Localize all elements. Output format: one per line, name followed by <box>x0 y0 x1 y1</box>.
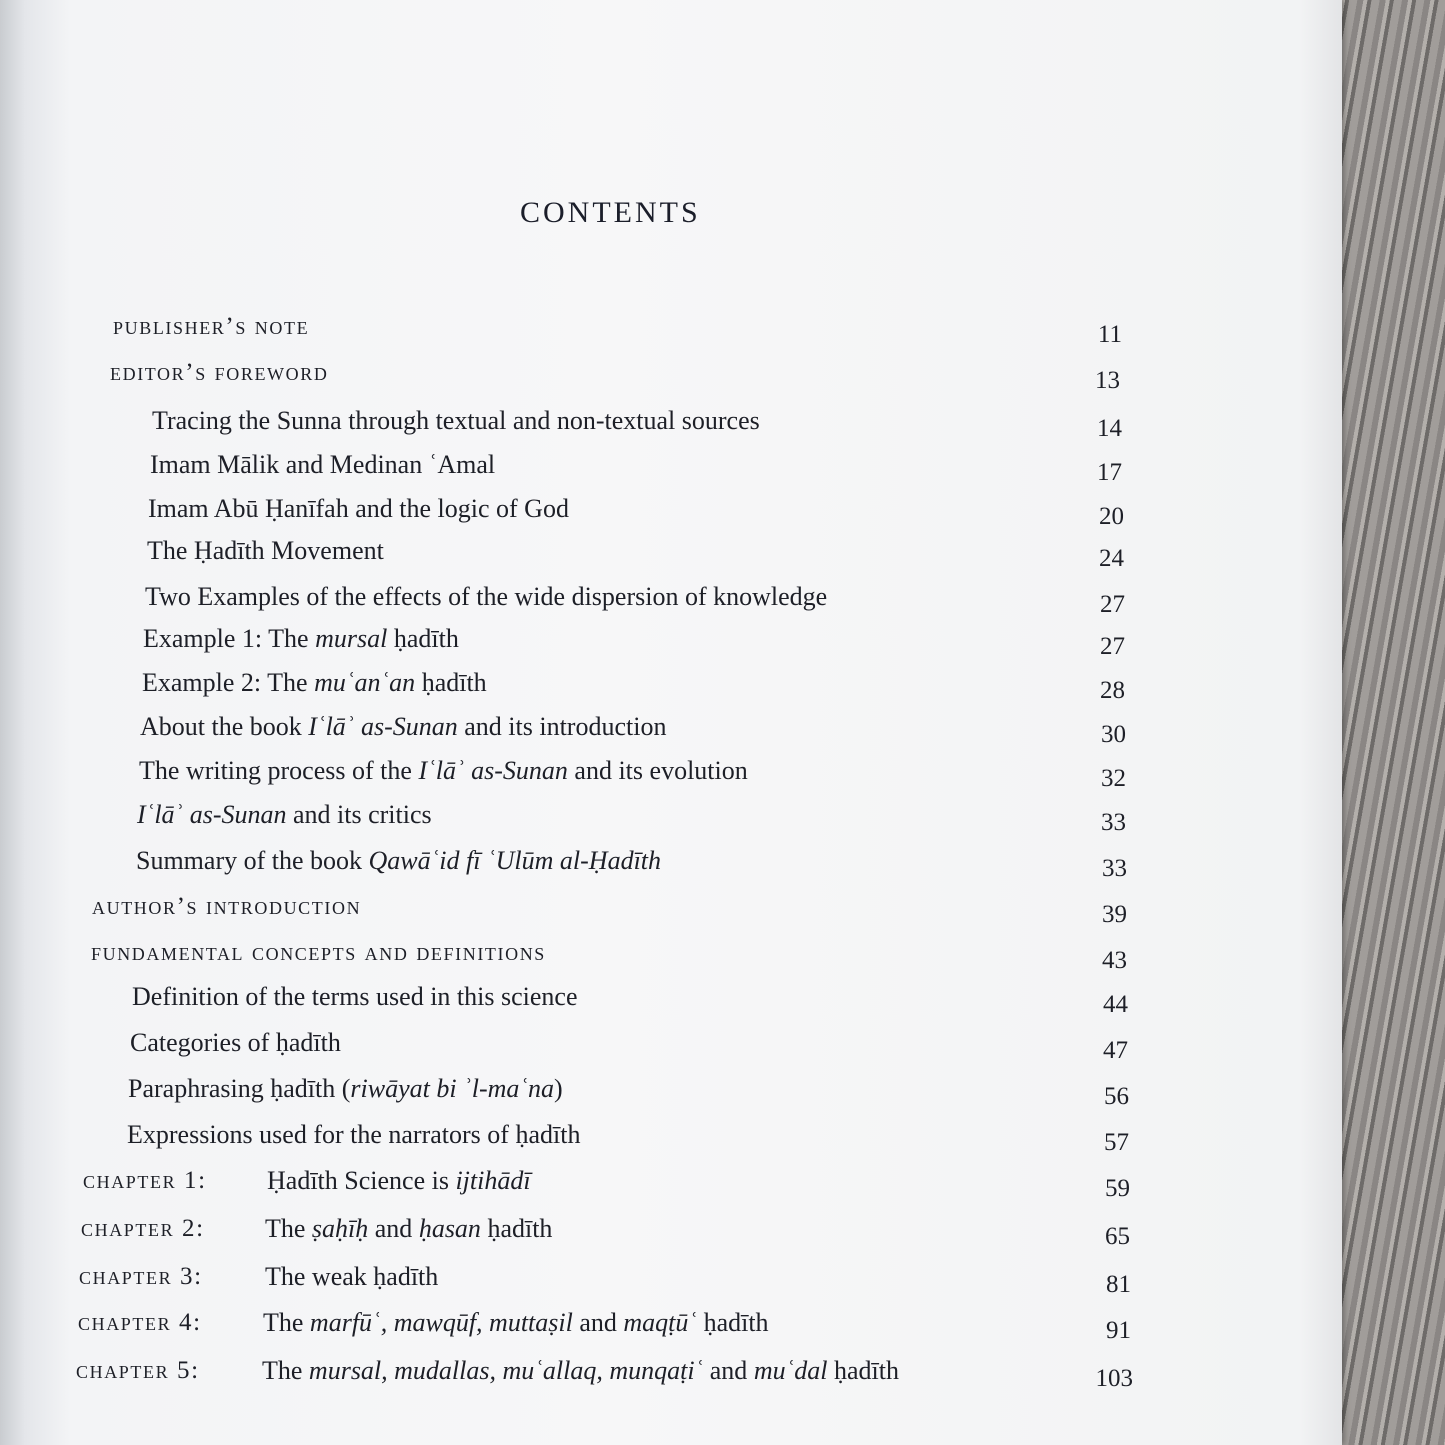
entry-text: ḥadīth <box>827 1356 899 1385</box>
toc-entry-sub <box>132 982 578 1012</box>
entry-text: Categories of ḥadīth <box>130 1028 341 1057</box>
page-number: 28 <box>1100 677 1125 704</box>
italic-term: muʿdal <box>753 1356 828 1385</box>
page-number: 56 <box>1104 1083 1129 1110</box>
entry-text: ḥadīth <box>387 624 459 653</box>
italic-term: maqṭūʿ <box>623 1308 698 1337</box>
page-number: 103 <box>1095 1365 1133 1392</box>
entry-text: publisher’s note <box>113 313 310 340</box>
entry-text: Imam Mālik and Medinan ʿAmal <box>150 450 496 479</box>
entry-text: ḥadīth <box>415 668 487 697</box>
italic-term: mursal <box>315 624 388 653</box>
chapter-label: chapter 4: <box>78 1309 202 1336</box>
chapter-label: chapter 3: <box>79 1263 203 1290</box>
wooden-table-background <box>1335 0 1445 1445</box>
page-number: 47 <box>1103 1037 1128 1064</box>
page-number: 65 <box>1105 1223 1130 1250</box>
entry-text: Definition of the terms used in this science <box>132 982 578 1011</box>
entry-text: The <box>265 1214 312 1243</box>
entry-text: editor’s foreword <box>110 359 329 386</box>
toc-entry-sub <box>148 494 569 524</box>
page-number: 43 <box>1102 947 1127 974</box>
page-number: 39 <box>1102 901 1127 928</box>
entry-text: Two Examples of the effects of the wide dispersion of knowledge <box>145 582 828 611</box>
entry-text: The <box>263 1308 310 1337</box>
page-number: 20 <box>1099 503 1124 530</box>
page-number: 59 <box>1105 1175 1130 1202</box>
entry-text: Ḥadīth Science is <box>267 1166 456 1195</box>
entry-text: Summary of the book <box>136 846 369 875</box>
toc-entry-sub <box>127 1120 580 1150</box>
chapter-title <box>265 1262 438 1292</box>
entry-text: and its introduction <box>457 712 667 741</box>
toc-entry-sub <box>139 756 748 786</box>
toc-entry-sub <box>128 1074 563 1104</box>
chapter-title <box>265 1214 552 1244</box>
entry-text: The Ḥadīth Movement <box>147 536 384 565</box>
toc-entry-sub <box>140 712 666 742</box>
contents-heading: CONTENTS <box>520 196 701 229</box>
chapter-title <box>263 1308 769 1338</box>
entry-text: ) <box>554 1074 563 1103</box>
italic-term: Iʿlāʾ as-Sunan <box>418 756 568 785</box>
page-number: 33 <box>1101 809 1126 836</box>
page-number: 57 <box>1104 1129 1129 1156</box>
toc-entry-section <box>110 358 328 388</box>
chapter-label: chapter 5: <box>76 1357 200 1384</box>
page-number: 81 <box>1106 1271 1131 1298</box>
entry-text: ḥadīth <box>480 1214 553 1243</box>
toc-entry-sub <box>130 1028 341 1058</box>
italic-term: ijtihādī <box>455 1166 531 1195</box>
chapter-title <box>262 1356 899 1386</box>
entry-text: and <box>703 1356 754 1385</box>
page-number: 11 <box>1097 321 1122 348</box>
page-number: 27 <box>1100 591 1125 618</box>
italic-term: Qawāʿid fī ʿUlūm al-Ḥadīth <box>368 846 662 875</box>
toc-entry-section <box>91 938 546 968</box>
entry-text: Imam Abū Ḥanīfah and the logic of God <box>148 494 569 523</box>
chapter-label: chapter 1: <box>83 1167 207 1194</box>
toc-entry-sub <box>143 624 459 654</box>
page-number: 30 <box>1101 721 1126 748</box>
toc-entry-sub <box>142 668 487 698</box>
italic-term: marfūʿ, mawqūf, muttaṣil <box>309 1308 573 1337</box>
page-number: 44 <box>1103 991 1128 1018</box>
entry-text: fundamental concepts and definitions <box>91 939 546 966</box>
italic-term: Iʿlāʾ as-Sunan <box>308 712 458 741</box>
toc-entry-sub <box>152 406 760 436</box>
entry-text: and <box>572 1308 624 1337</box>
entry-text: The weak ḥadīth <box>265 1262 439 1291</box>
page-number: 91 <box>1106 1317 1131 1344</box>
page-number: 17 <box>1097 459 1122 486</box>
page-number: 32 <box>1101 765 1126 792</box>
toc-entry-sub <box>147 536 384 566</box>
italic-term: riwāyat bi ʾl-maʿna <box>350 1074 555 1103</box>
toc-entry-sub <box>136 846 661 876</box>
entry-text: Tracing the Sunna through textual and non-textual sources <box>152 406 760 435</box>
italic-term: muʿanʿan <box>314 668 416 697</box>
entry-text: Expressions used for the narrators of ḥadīth <box>127 1120 581 1149</box>
toc-entry-sub <box>150 450 495 480</box>
page-number: 33 <box>1102 855 1127 882</box>
toc-entry-section <box>113 312 309 342</box>
chapter-title <box>267 1166 531 1196</box>
italic-term: mursal, mudallas, muʿallaq, munqaṭiʿ <box>308 1356 704 1385</box>
page-number: 27 <box>1100 633 1125 660</box>
italic-term: ḥasan <box>418 1214 481 1243</box>
entry-text: About the book <box>140 712 309 741</box>
entry-text: Paraphrasing ḥadīth ( <box>128 1074 351 1103</box>
italic-term: ṣaḥīḥ <box>311 1214 369 1243</box>
entry-text: author’s introduction <box>92 893 362 920</box>
toc-entry-sub <box>145 582 827 612</box>
entry-text: The <box>262 1356 309 1385</box>
page-number: 13 <box>1095 367 1120 394</box>
entry-text: Example 1: The <box>143 624 316 653</box>
entry-text: ḥadīth <box>697 1308 769 1337</box>
toc-entry-section <box>92 892 361 922</box>
italic-term: Iʿlāʾ as-Sunan <box>137 800 287 829</box>
entry-text: and <box>368 1214 419 1243</box>
page-number: 24 <box>1099 545 1124 572</box>
chapter-label: chapter 2: <box>81 1215 205 1242</box>
entry-text: and its evolution <box>567 756 748 785</box>
entry-text: and its critics <box>286 800 432 829</box>
entry-text: The writing process of the <box>139 756 419 785</box>
toc-entry-sub <box>137 800 432 830</box>
entry-text: Example 2: The <box>142 668 315 697</box>
page-number: 14 <box>1097 415 1122 442</box>
